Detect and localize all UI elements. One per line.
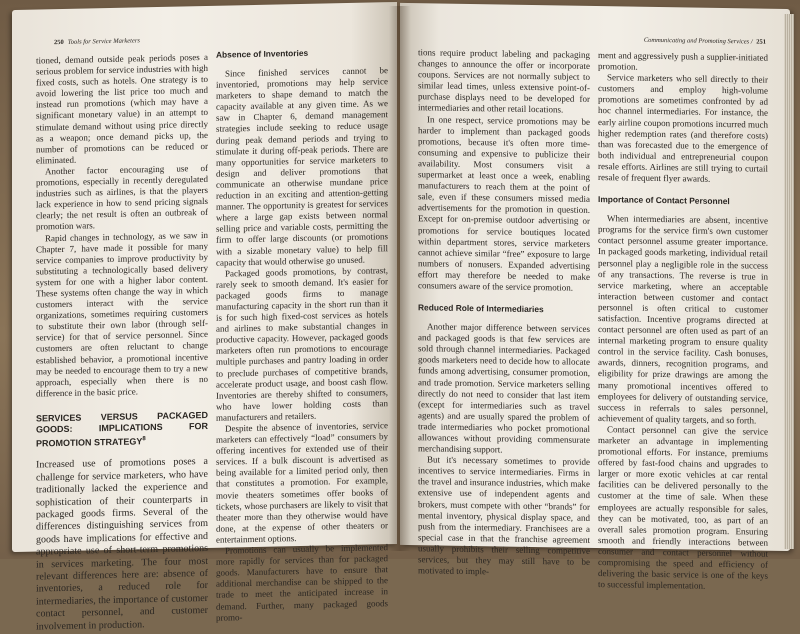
- paragraph: Service marketers who sell directly to their customers and employ high-volume promotions are sometimes confronted by ad hoc channel intermediaries. For instance, the early airline coupon promotions incurred much higher redemption rates (and therefore costs) than was forecasted due to the emergence of both individual and entrepreneurial coupon resale efforts. Airlines are still trying to curtail resale of frequent flyer awards.: [598, 72, 768, 184]
- left-column-1: [36, 52, 208, 634]
- book-gutter: [389, 6, 411, 551]
- left-running-header: [54, 37, 140, 46]
- left-page: [12, 2, 397, 633]
- paragraph: When intermediaries are absent, incentive programs for the service firm's own customer contact personnel assume greater importance. In packaged goods marketing, individual retail personnel play a negligible role in the success of any transactions. The reverse is true in service marketing, where an acceptable interaction between customer and contact personnel is often critical to customer satisfaction. Incentive programs directed at contact personnel are often used as part of an internal marketing program to ensure quality control in the service facility. Cash bonuses, awards, dinners, recognition programs, and eligibility for prize drawings are among the many promotional incentives offered to employees for delivery of outstanding service, success in referrals to sales personnel, achievement of quality targets, and so forth.: [598, 213, 768, 426]
- paragraph: In one respect, service promotions may be harder to implement than packaged goods promotions, because it's often more time-consuming and expensive to publicize their availability. Most consumers visit a supermarket at least once a week, enabling manufacturers to reach them at the point of sale, even if these consumers missed media advertisements for the promotion in question. Except for on-premise outdoor advertising or promotions for service boutiques located within department stores, service marketers cannot achieve similar “free” exposure to large numbers of nonusers. Expanded advertising effort may therefore be needed to make consumers aware of the service promotion.: [418, 113, 590, 293]
- left-page-number: 250: [54, 38, 64, 47]
- paragraph: Another factor encouraging use of promotions, especially in recently deregulated industries such as airlines, is that the players lack experience in how to send pricing signals clearly; the net result is often an outbreak of promotion wars.: [36, 162, 208, 232]
- paragraph: ment and aggressively push a supplier-initiated promotion.: [598, 50, 768, 72]
- right-column-2: [598, 50, 768, 593]
- paragraph: tioned, demand outside peak periods poses a serious problem for service industries with high fixed costs, such as hotels. One strategy is to avoid lowering the list price too much and instead run promotions (which may have a significant monetary value) in an attempt to stimulate demand without using price directly as a weapon; once demand picks up, the number of promotions can be reduced or eliminated.: [36, 51, 208, 166]
- paragraph: Packaged goods promotions, by contrast, rarely seek to smooth demand. It's easier for packaged goods firms to manage manufacturing capacity in the short run than it is for such high fixed-cost services as hotels and airlines to make substantial changes in productive capacity. However, packaged goods marketers often run promotions to encourage multiple purchases and pantry loading in order to preclude purchases of competitive brands, accelerate product usage, and boost cash flow. Inventories are thereby shifted to consumers, who have lower holding costs than manufacturers and retailers.: [216, 264, 388, 423]
- paragraph: Promotions can usually be implemented more rapidly for services than for packaged goods. Manufacturers have to ensure that additional merchandise can be shipped to the trade to meet the anticipated increase in demand. Further, many packaged goods promo-: [216, 542, 388, 623]
- paragraph: Despite the absence of inventories, service marketers can effectively “load” consumers by offering incentives for extended use of their services. If a bulk discount is advertised as being available for a limited period only, then that constitutes a promotion. For example, movie theaters sometimes offer books of tickets, whose purchasers are likely to visit that theater more than they otherwise would have done, at the expense of other theaters or entertainment options.: [216, 420, 388, 545]
- open-book: [2, 6, 798, 633]
- subheading-absence-of-inventories: Absence of Inventories: [216, 47, 309, 60]
- paragraph: Another major difference between services and packaged goods is that few services are sold through channel intermediaries. Packaged goods marketers need to decide how to allocate funds among advertising, consumer promotion, and trade promotion. Service marketers selling directly do not need to consider that last item (except for intermediaries such as travel agents) and are usually spared the problem of trade intermediaries who pocket promotional allowances without providing commensurate merchandising support.: [418, 321, 590, 455]
- subheading-reduced-role: Reduced Role of Intermediaries: [418, 302, 544, 315]
- paragraph: Rapid changes in technology, as we saw in Chapter 7, have made it possible for many service companies to improve productivity by substituting a technologically based delivery system for one with a higher labor content. These systems often change the way in which customers interact with the service organizations, sometimes requiring customers to substitute their own labor (through self-service) for that of service personnel. Since customers are often reluctant to change established behavior, a promotional incentive may be needed to encourage them to try a new approach, especially when there is no difference in the basic price.: [36, 229, 208, 399]
- paragraph: Since finished services cannot be inventoried, promotions may help service marketers to shape demand to match the capacity available at any given time. As we saw in Chapter 6, demand management strategies include seeking to reduce usage during peak demand periods and trying to stimulate it during off-peak periods. There are many opportunities for service marketers to design and deliver promotions that communicate an otherwise mundane price reduction in an exciting and attention-getting manner. The opportunity is greatest for services where a large gap exists between normal selling price and variable costs, permitting the firm to offer large discounts (or promotions with a sizable monetary value) to help fill capacity that would otherwise go unused.: [216, 65, 388, 268]
- section-heading: SERVICES VERSUS PACKAGED GOODS: IMPLICATIONS FOR PROMOTION STRATEGY$^8$: [36, 409, 208, 449]
- paragraph: Contact personnel can give the service marketer an advantage in implementing promotional efforts. For instance, premiums offered by fast-food chains and upgrades to larger or more exotic vehicles at car rental facilities can be delivered personally to the customer at the time of sale. When these employees are actually responsible for sales, they can be motivated, too, as part of an overall sales promotion program. Ensuring smooth and friendly interactions between consumer and contact personnel without compromising the speed and efficiency of delivering the basic service is one of the keys to successful implementation.: [598, 424, 768, 591]
- footnote-marker: 8: [142, 436, 146, 443]
- subheading-contact-personnel: Importance of Contact Personnel: [598, 194, 730, 207]
- lead-paragraph: Increased use of promotions poses a challenge for service marketers, who have traditionally lacked the experience and sophistication of their counterparts in packaged goods firms. Several of the differences distinguishing services from goods have implications for effective and appropriate use of short-term promotions in services marketing. The four most relevant differences here are: absence of inventories, a reduced role for intermediaries, the importance of customer contact personnel, and customer involvement in production.: [36, 456, 208, 633]
- paragraph: tions require product labeling and packaging changes to announce the offer or incorporate coupons. Services are not normally subject to similar lead times, unless extensive point-of-purchase displays need to be developed for intermediaries and other retail locations.: [418, 47, 590, 115]
- right-page: [400, 3, 790, 591]
- right-running-header: Communicating and Promoting Services / 251: [643, 36, 766, 46]
- page-edges: [784, 14, 794, 549]
- left-header-title: Tools for Service Marketers: [67, 37, 140, 46]
- right-column-1: [418, 47, 590, 579]
- right-page-number: 251: [756, 38, 766, 46]
- left-column-2: [216, 46, 388, 623]
- right-header-title: Communicating and Promoting Services: [643, 36, 750, 46]
- paragraph: But it's necessary sometimes to provide incentives to service intermediaries. Firms in the travel and insurance industries, which make extensive use of independent agents and brokers, must compete with other “brands” for mental inventory, physical display space, and push from the intermediary. Franchisees are a special case in that the franchise agreement usually prohibits their selling competitive services, but they may still have to be motivated to imple-: [418, 454, 590, 577]
